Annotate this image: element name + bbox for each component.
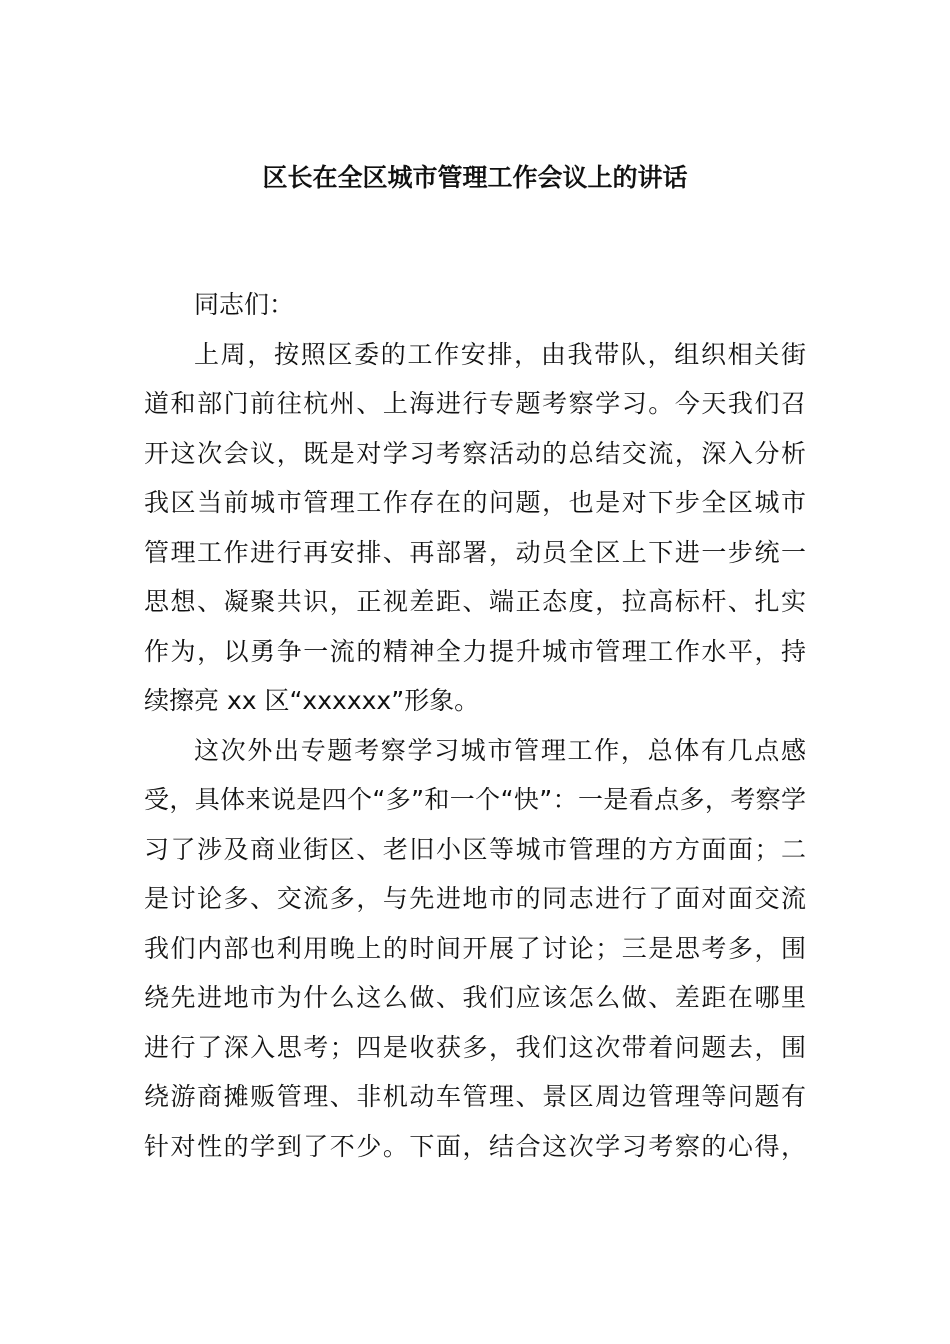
document-title: 区长在全区城市管理工作会议上的讲话 bbox=[262, 163, 688, 192]
body-line: 绕游商摊贩管理、非机动车管理、景区周边管理等问题有 bbox=[144, 1082, 806, 1111]
body-line: 同志们： bbox=[194, 290, 295, 319]
body-line: 针对性的学到了不少。下面，结合这次学习考察的心得， bbox=[144, 1131, 806, 1161]
body-line: 上周，按照区委的工作安排，由我带队，组织相关街 bbox=[194, 339, 806, 369]
body-line: 绕先进地市为什么这么做、我们应该怎么做、差距在哪里 bbox=[144, 983, 806, 1012]
body-line: 我们内部也利用晚上的时间开展了讨论；三是思考多，围 bbox=[144, 933, 806, 963]
body-line: 思想、凝聚共识，正视差距、端正态度，拉高标杆、扎实 bbox=[144, 587, 806, 616]
body-line: 续擦亮 xx 区“xxxxxx”形象。 bbox=[144, 686, 480, 715]
body-line: 进行了深入思考；四是收获多，我们这次带着问题去，围 bbox=[144, 1032, 806, 1062]
body-line: 作为，以勇争一流的精神全力提升城市管理工作水平，持 bbox=[144, 636, 806, 666]
body-line: 我区当前城市管理工作存在的问题，也是对下步全区城市 bbox=[144, 488, 806, 517]
body-line: 管理工作进行再安排、再部署，动员全区上下进一步统一 bbox=[144, 537, 806, 567]
body-line: 受，具体来说是四个“多”和一个“快”：一是看点多，考察学 bbox=[144, 785, 806, 814]
body-line: 这次外出专题考察学习城市管理工作，总体有几点感 bbox=[194, 735, 806, 765]
body-line: 开这次会议，既是对学习考察活动的总结交流，深入分析 bbox=[144, 438, 806, 468]
body-line: 道和部门前往杭州、上海进行专题考察学习。今天我们召 bbox=[144, 389, 806, 418]
document-body bbox=[144, 280, 806, 1171]
body-line: 是讨论多、交流多，与先进地市的同志进行了面对面交流 bbox=[144, 884, 806, 913]
body-line: 习了涉及商业街区、老旧小区等城市管理的方方面面；二 bbox=[144, 834, 806, 864]
